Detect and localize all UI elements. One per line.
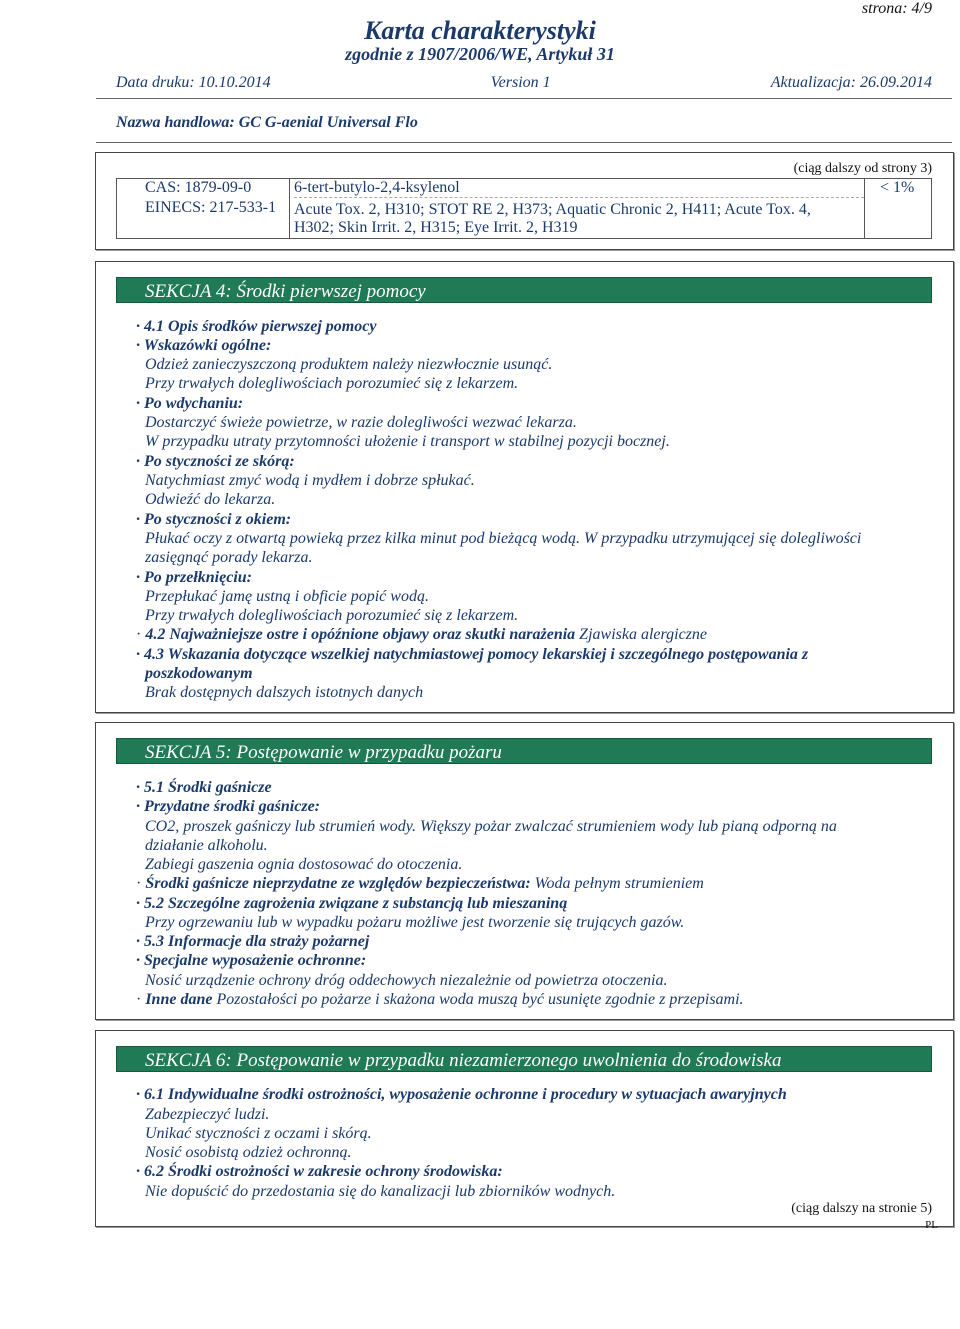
precaution-text: Unikać styczności z oczami i skórą. xyxy=(145,1125,372,1142)
heading-5-2: 5.2 Szczególne zagrożenia związane z substancją lub mieszaniną xyxy=(144,895,568,912)
inhalation-label: Po wdychaniu: xyxy=(144,395,244,412)
print-date: Data druku: 10.10.2014 xyxy=(116,74,271,91)
trade-name: Nazwa handlowa: GC G-aenial Universal Flo xyxy=(116,114,418,131)
heading-4-1: 4.1 Opis środków pierwszej pomocy xyxy=(144,318,377,335)
einecs-number: EINECS: 217-533-1 xyxy=(145,199,277,216)
symptoms-value: Zjawiska alergiczne xyxy=(579,626,708,643)
cas-number: CAS: 1879-09-0 xyxy=(145,179,252,196)
heading-4-3-cont: poszkodowanym xyxy=(145,665,253,682)
document-subtitle: zgodnie z 1907/2006/WE, Artykuł 31 xyxy=(345,44,615,64)
skin-label: Po styczności ze skórą: xyxy=(144,453,295,470)
heading-6-1: 6.1 Indywidualne środki ostrożności, wyposażenie ochronne i procedury w sytuacjach awaryjnych xyxy=(144,1086,787,1103)
inhalation-text: W przypadku utraty przytomności ułożenie i transport w stabilnej pozycji bocznej. xyxy=(145,433,670,450)
suitable-text: CO2, proszek gaśniczy lub strumień wody. Większy pożar zwalczać strumieniem wody lub pianą odporną na xyxy=(145,818,837,835)
equipment-text: Nosić urządzenie ochrony dróg oddechowych niezależnie od powietrza otoczenia. xyxy=(145,972,668,989)
suitable-text: działanie alkoholu. xyxy=(145,837,268,854)
precaution-text: Nosić osobistą odzież ochronną. xyxy=(145,1144,352,1161)
continued-on: (ciąg dalszy na stronie 5) xyxy=(791,1201,932,1216)
document-title: Karta charakterystyki xyxy=(364,16,596,45)
heading-6-2: 6.2 Środki ostrożności w zakresie ochrony środowiska: xyxy=(144,1163,503,1180)
section-5-header: SEKCJA 5: Postępowanie w przypadku pożaru xyxy=(116,738,932,764)
table-divider xyxy=(289,179,290,238)
other-label: Inne dane xyxy=(145,991,213,1008)
update-date: Aktualizacja: 26.09.2014 xyxy=(770,74,932,91)
heading-5-3: 5.3 Informacje dla straży pożarnej xyxy=(144,933,370,950)
equipment-label: Specjalne wyposażenie ochronne: xyxy=(144,952,367,969)
eye-label: Po styczności z okiem: xyxy=(144,511,292,528)
document-meta xyxy=(116,74,932,92)
unsuitable-label: Środki gaśnicze nieprzydatne ze względów bezpieczeństwa: xyxy=(145,875,531,892)
suitable-text: Zabiegi gaszenia ognia dostosować do otoczenia. xyxy=(145,856,463,873)
precaution-text: Zabezpieczyć ludzi. xyxy=(145,1106,270,1123)
environment-text: Nie dopuścić do przedostania się do kanalizacji lub zbiorników wodnych. xyxy=(145,1183,616,1200)
table-divider xyxy=(864,179,865,238)
language-code: PL xyxy=(925,1219,938,1231)
skin-text: Natychmiast zmyć wodą i mydłem i dobrze spłukać. xyxy=(145,472,475,489)
suitable-label: Przydatne środki gaśnicze: xyxy=(144,798,320,815)
row-separator xyxy=(294,197,864,198)
ingestion-text: Przepłukać jamę ustną i obficie popić wodą. xyxy=(145,588,429,605)
section-6-header: SEKCJA 6: Postępowanie w przypadku niezamierzonego uwolnienia do środowiska xyxy=(116,1046,932,1072)
header-rule xyxy=(96,98,952,99)
skin-text: Odwieźć do lekarza. xyxy=(145,491,276,508)
classification-line: H302; Skin Irrit. 2, H315; Eye Irrit. 2, H319 xyxy=(294,219,578,236)
other-value: Pozostałości po pożarze i skażona woda muszą być usunięte zgodnie z przepisami. xyxy=(216,991,744,1008)
general-text: Przy trwałych dolegliwościach porozumieć się z lekarzem. xyxy=(145,375,519,392)
heading-5-1: 5.1 Środki gaśnicze xyxy=(144,779,272,796)
treatment-value: Brak dostępnych dalszych istotnych danych xyxy=(145,684,424,701)
ingestion-label: Po przełknięciu: xyxy=(144,569,252,586)
general-label: Wskazówki ogólne: xyxy=(143,337,272,354)
hazard-text: Przy ogrzewaniu lub w wypadku pożaru możliwe jest tworzenie się trujących gazów. xyxy=(145,914,685,931)
heading-4-3: 4.3 Wskazania dotyczące wszelkiej natychmiastowej pomocy lekarskiej i szczególnego postępowania z xyxy=(144,646,809,663)
general-text: Odzież zanieczyszczoną produktem należy niezwłocznie usunąć. xyxy=(145,356,553,373)
page-number: strona: 4/9 xyxy=(861,0,932,17)
continued-from: (ciąg dalszy od strony 3) xyxy=(793,161,932,176)
unsuitable-value: Woda pełnym strumieniem xyxy=(534,875,704,892)
eye-text: zasięgnąć porady lekarza. xyxy=(145,549,313,566)
ingestion-text: Przy trwałych dolegliwościach porozumieć się z lekarzem. xyxy=(145,607,519,624)
classification-line: Acute Tox. 2, H310; STOT RE 2, H373; Aquatic Chronic 2, H411; Acute Tox. 4, xyxy=(294,201,811,218)
heading-4-2: 4.2 Najważniejsze ostre i opóźnione objawy oraz skutki narażenia xyxy=(145,626,576,643)
concentration: < 1% xyxy=(880,179,915,196)
eye-text: Płukać oczy z otwartą powieką przez kilka minut pod bieżącą wodą. W przypadku utrzymującej się dolegliwości xyxy=(145,530,862,547)
inhalation-text: Dostarczyć świeże powietrze, w razie dolegliwości wezwać lekarza. xyxy=(145,414,577,431)
version: Version 1 xyxy=(490,74,551,91)
trade-name-rule xyxy=(96,142,952,143)
substance-name: 6-tert-butylo-2,4-ksylenol xyxy=(294,179,460,196)
section-4-header: SEKCJA 4: Środki pierwszej pomocy xyxy=(116,277,932,303)
